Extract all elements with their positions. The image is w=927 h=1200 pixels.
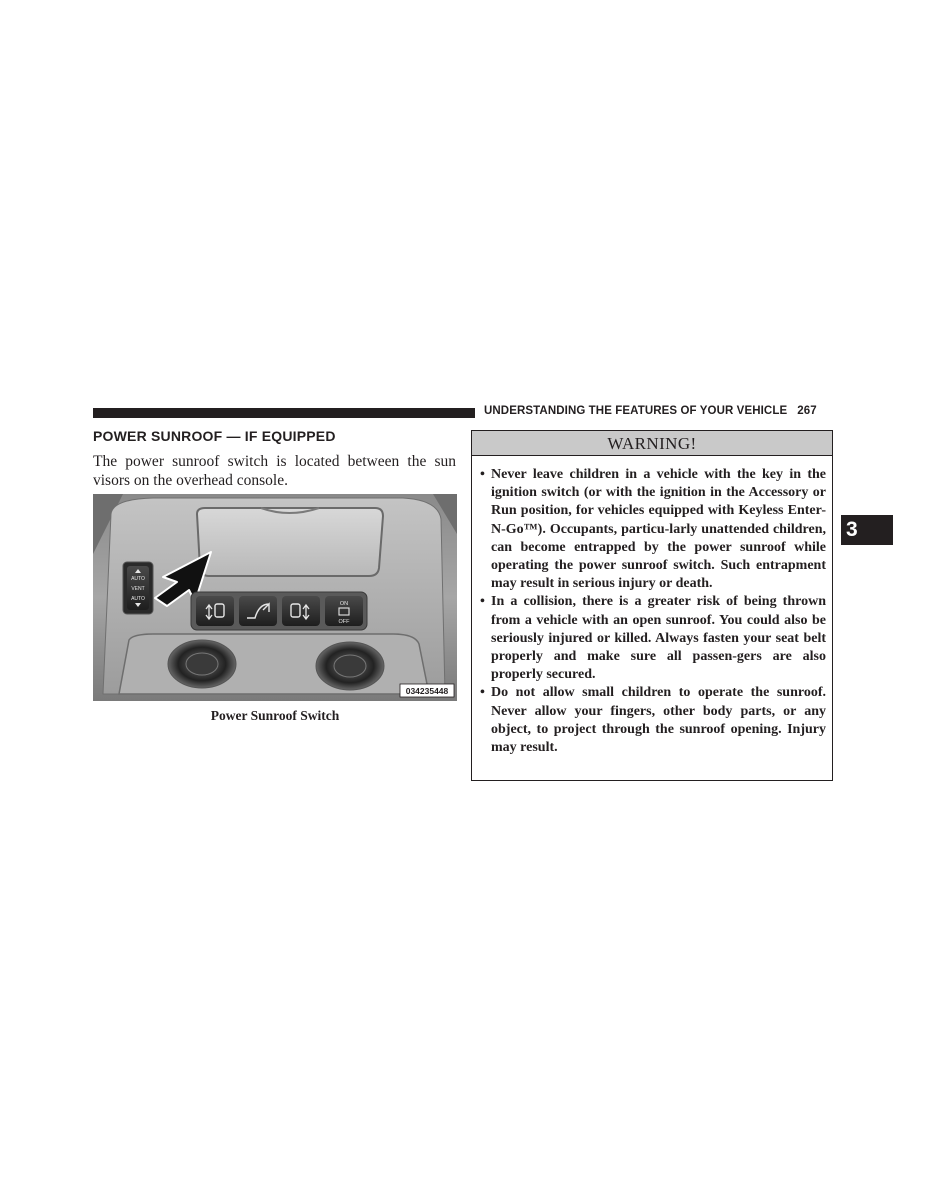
intro-paragraph: The power sunroof switch is located between the sun visors on the overhead console. <box>93 453 456 489</box>
switch-label-vent: VENT <box>131 586 145 592</box>
liftgate-button <box>239 596 277 626</box>
warning-item: • Do not allow small children to operate the sunroof. Never allow your fingers, other body parts, or any object, to project through the sunroof opening. Injury may result. <box>480 685 826 756</box>
bullet-icon: • <box>480 685 485 701</box>
sunroof-switch-photo <box>93 494 457 701</box>
header-rule <box>93 408 475 418</box>
bullet-icon: • <box>480 467 485 482</box>
warning-box <box>471 430 833 781</box>
warning-list <box>472 456 832 757</box>
running-header <box>484 405 834 417</box>
figure-caption: Power Sunroof Switch <box>210 708 340 723</box>
image-code: 034235448 <box>405 686 449 696</box>
dome-lamp-button <box>325 596 363 626</box>
switch-label-auto-top: AUTO <box>131 576 145 582</box>
section-title: POWER SUNROOF — IF EQUIPPED <box>93 428 336 444</box>
running-title: UNDERSTANDING THE FEATURES OF YOUR VEHICLE <box>484 405 788 417</box>
warning-heading: WARNING! <box>472 431 832 456</box>
warning-item: • In a collision, there is a greater risk of being thrown from a vehicle with an open sunroof. You could also be seriously injured or killed. Always fasten your seat belt properly and make sure all passen-gers are also properly secured. <box>480 594 826 683</box>
bullet-icon: • <box>480 594 485 610</box>
sliding-door-right-button <box>282 596 320 626</box>
chapter-tab: 3 <box>841 515 893 545</box>
warning-item: • Never leave children in a vehicle with the key in the ignition switch (or with the ignition in the Accessory or Run position, for vehicles equipped with Keyless Enter-N-Go™). Occupants, particu-larly unattended children, can become entrapped by the power sunroof while operating the power sunroof switch. Such entrapment may result in serious injury or death. <box>480 467 826 592</box>
sliding-door-left-button <box>196 596 234 626</box>
switch-label-auto-bottom: AUTO <box>131 596 145 602</box>
lamp-label-on: ON <box>339 601 349 607</box>
lamp-label-off: OFF <box>338 619 350 625</box>
page-number: 267 <box>797 405 817 417</box>
